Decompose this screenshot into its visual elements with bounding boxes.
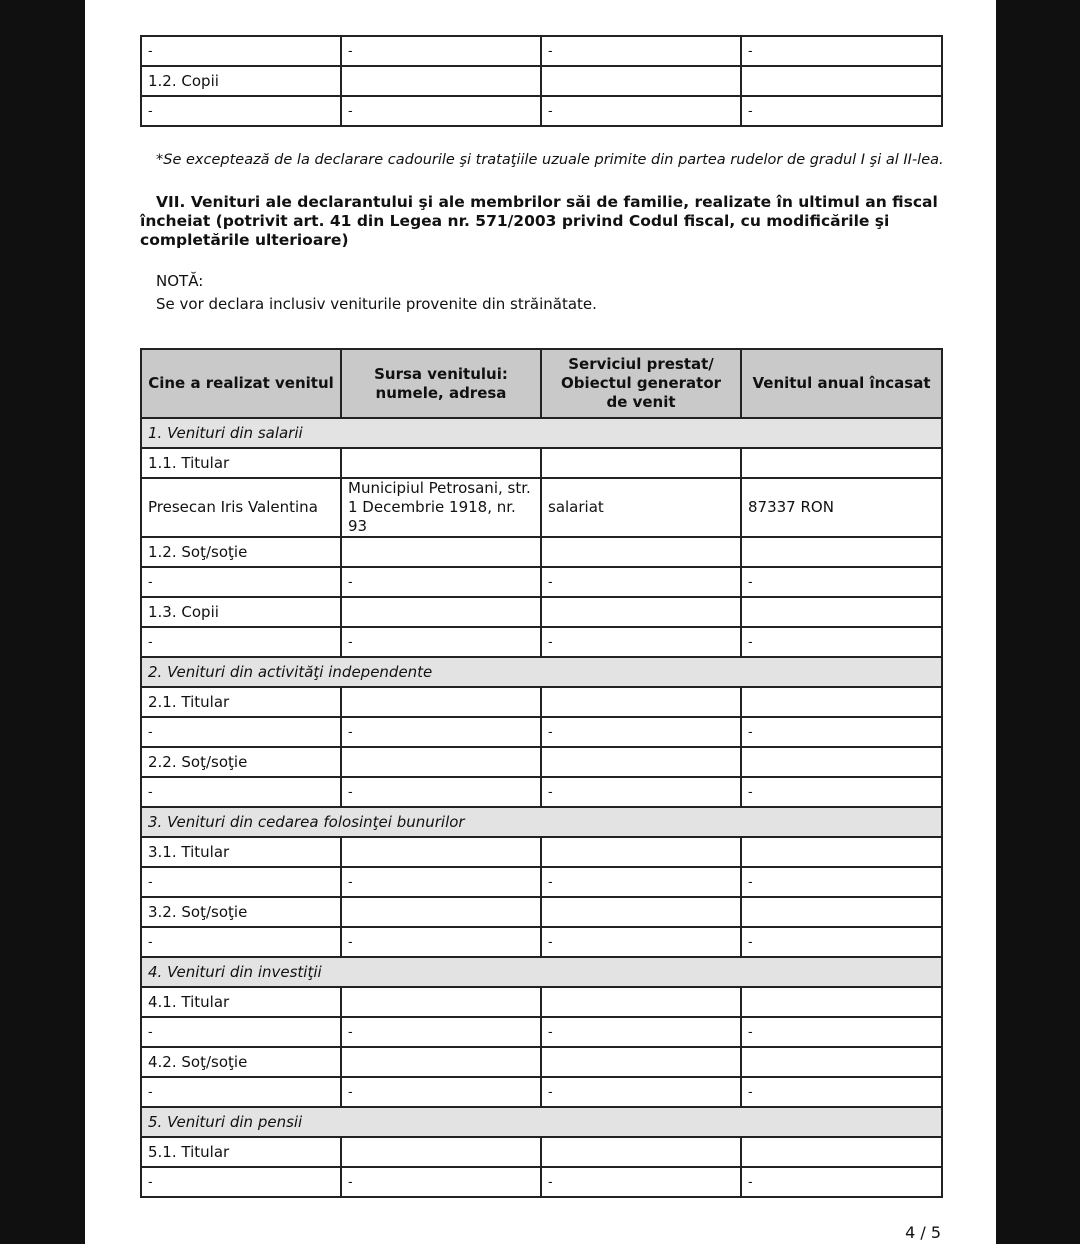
section-heading: [140, 193, 945, 250]
table-cell: -: [141, 1167, 341, 1197]
table-cell: [341, 66, 541, 96]
table-cell: -: [341, 627, 541, 657]
table-row: [141, 897, 942, 927]
column-header: Cine a realizat venitul: [141, 349, 341, 418]
table-cell: -: [141, 1077, 341, 1107]
table-cell: -: [741, 927, 942, 957]
table-row: [141, 1167, 942, 1197]
table-cell: [741, 987, 942, 1017]
table-cell: Presecan Iris Valentina: [141, 478, 341, 537]
continued-table: [140, 35, 943, 127]
footnote: *Se exceptează de la declarare cadourile şi trataţiile uzuale primite din partea rudelor de gradul I şi al II-lea.: [156, 152, 944, 168]
continued-table-body: [141, 36, 942, 126]
table-cell: [741, 687, 942, 717]
table-row: [141, 597, 942, 627]
table-cell: -: [541, 36, 741, 66]
table-cell: 4.1. Titular: [141, 987, 341, 1017]
table-cell: -: [541, 717, 741, 747]
table-cell: 2.2. Soţ/soţie: [141, 747, 341, 777]
table-cell: -: [141, 867, 341, 897]
section-heading-text: VII. Venituri ale declarantului şi ale membrilor săi de familie, realizate în ultimul an fiscal încheiat (potrivit art. 41 din Legea nr. 571/2003 privind Codul fiscal, cu modificările şi completările ulterioare): [140, 193, 938, 249]
table-cell: [541, 537, 741, 567]
table-cell: -: [141, 567, 341, 597]
table-cell: 5.1. Titular: [141, 1137, 341, 1167]
table-cell: [541, 837, 741, 867]
table-row: [141, 627, 942, 657]
table-row: [141, 987, 942, 1017]
section-row: [141, 418, 942, 448]
table-cell: [541, 448, 741, 478]
section-label: 1. Venituri din salarii: [141, 418, 942, 448]
income-table-body: [141, 418, 942, 1197]
section-row: [141, 957, 942, 987]
table-row: [141, 687, 942, 717]
table-cell: -: [341, 717, 541, 747]
table-cell: -: [741, 1017, 942, 1047]
table-cell: -: [141, 96, 341, 126]
table-cell: [541, 747, 741, 777]
table-cell: [741, 837, 942, 867]
table-cell: -: [741, 627, 942, 657]
header-row: [141, 349, 942, 418]
table-cell: [741, 537, 942, 567]
table-row: [141, 747, 942, 777]
table-cell: 3.1. Titular: [141, 837, 341, 867]
table-cell: 3.2. Soţ/soţie: [141, 897, 341, 927]
table-cell: -: [741, 96, 942, 126]
table-row: [141, 777, 942, 807]
table-row: [141, 1047, 942, 1077]
section-label: 3. Venituri din cedarea folosinţei bunurilor: [141, 807, 942, 837]
table-row: [141, 567, 942, 597]
table-cell: -: [541, 1167, 741, 1197]
table-cell: 1.2. Soţ/soţie: [141, 537, 341, 567]
page-number: 4 / 5: [905, 1223, 941, 1242]
table-cell: [541, 1047, 741, 1077]
table-cell: [341, 1047, 541, 1077]
table-cell: -: [741, 36, 942, 66]
table-cell: 4.2. Soţ/soţie: [141, 1047, 341, 1077]
column-header: Venitul anual încasat: [741, 349, 942, 418]
table-cell: -: [141, 627, 341, 657]
section-label: 4. Venituri din investiţii: [141, 957, 942, 987]
table-cell: -: [741, 1167, 942, 1197]
column-header: Sursa venitului: numele, adresa: [341, 349, 541, 418]
table-cell: -: [341, 36, 541, 66]
table-cell: [341, 747, 541, 777]
table-cell: -: [541, 927, 741, 957]
table-cell: [741, 1047, 942, 1077]
section-row: [141, 807, 942, 837]
table-cell: -: [541, 1077, 741, 1107]
table-row: [141, 96, 942, 126]
table-cell: -: [541, 96, 741, 126]
table-cell: -: [541, 1017, 741, 1047]
table-cell: [541, 597, 741, 627]
table-cell: [341, 987, 541, 1017]
nota-label: NOTĂ:: [156, 272, 204, 290]
document-page: [85, 0, 996, 1244]
table-cell: [741, 1137, 942, 1167]
table-cell: -: [541, 867, 741, 897]
table-cell: -: [341, 567, 541, 597]
table-row: [141, 1017, 942, 1047]
table-cell: -: [341, 96, 541, 126]
table-cell: -: [141, 777, 341, 807]
table-cell: [341, 837, 541, 867]
table-cell: [541, 897, 741, 927]
table-cell: [541, 66, 741, 96]
table-cell: -: [741, 567, 942, 597]
table-cell: 1.3. Copii: [141, 597, 341, 627]
table-cell: 1.1. Titular: [141, 448, 341, 478]
table-row: [141, 66, 942, 96]
table-cell: [741, 597, 942, 627]
nota-text: Se vor declara inclusiv veniturile provenite din străinătate.: [156, 295, 597, 313]
table-row: [141, 478, 942, 537]
table-cell: -: [341, 1017, 541, 1047]
table-cell: -: [741, 867, 942, 897]
section-row: [141, 657, 942, 687]
table-cell: [341, 448, 541, 478]
table-cell: [341, 1137, 541, 1167]
table-row: [141, 448, 942, 478]
table-cell: -: [341, 1167, 541, 1197]
table-cell: -: [741, 1077, 942, 1107]
table-cell: [741, 747, 942, 777]
table-cell: -: [741, 717, 942, 747]
table-cell: -: [141, 1017, 341, 1047]
table-cell: salariat: [541, 478, 741, 537]
table-row: [141, 537, 942, 567]
table-row: [141, 1137, 942, 1167]
table-row: [141, 717, 942, 747]
section-row: [141, 1107, 942, 1137]
table-cell: [541, 1137, 741, 1167]
table-row: [141, 36, 942, 66]
table-cell: [341, 897, 541, 927]
section-label: 5. Venituri din pensii: [141, 1107, 942, 1137]
table-cell: -: [541, 777, 741, 807]
table-cell: [741, 448, 942, 478]
section-label: 2. Venituri din activităţi independente: [141, 657, 942, 687]
table-cell: [741, 897, 942, 927]
table-cell: -: [141, 36, 341, 66]
table-cell: 1.2. Copii: [141, 66, 341, 96]
table-row: [141, 837, 942, 867]
table-cell: [741, 66, 942, 96]
table-cell: -: [741, 777, 942, 807]
table-cell: Municipiul Petrosani, str. 1 Decembrie 1918, nr. 93: [341, 478, 541, 537]
table-cell: [341, 687, 541, 717]
income-table: [140, 348, 943, 1198]
table-cell: [341, 537, 541, 567]
table-cell: -: [141, 717, 341, 747]
income-table-header: [141, 349, 942, 418]
column-header: Serviciul prestat/ Obiectul generator de venit: [541, 349, 741, 418]
table-cell: -: [341, 867, 541, 897]
table-row: [141, 927, 942, 957]
table-cell: [341, 597, 541, 627]
table-cell: [541, 687, 741, 717]
table-row: [141, 1077, 942, 1107]
table-cell: [541, 987, 741, 1017]
table-cell: 87337 RON: [741, 478, 942, 537]
table-cell: -: [541, 567, 741, 597]
table-cell: 2.1. Titular: [141, 687, 341, 717]
table-cell: -: [341, 927, 541, 957]
table-cell: -: [541, 627, 741, 657]
table-cell: -: [341, 1077, 541, 1107]
table-row: [141, 867, 942, 897]
table-cell: -: [341, 777, 541, 807]
table-cell: -: [141, 927, 341, 957]
